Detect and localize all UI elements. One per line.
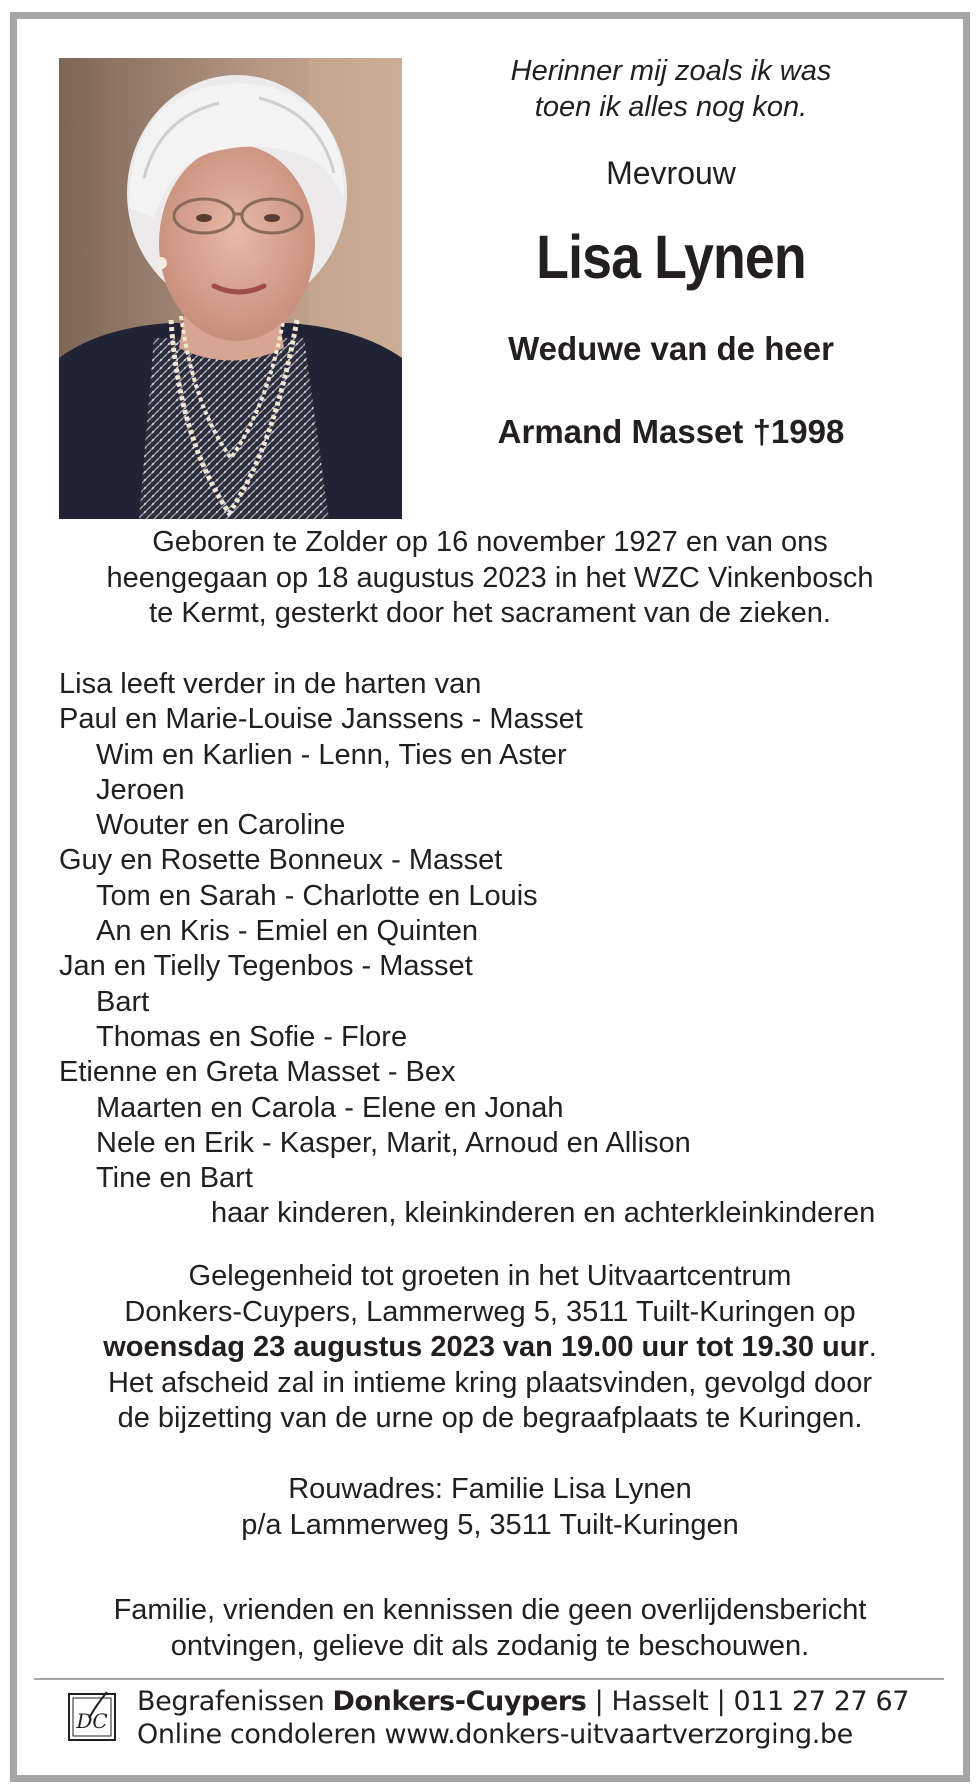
family-member: Jan en Tielly Tegenbos - Masset: [59, 950, 473, 983]
birth-line: Geboren te Zolder op 16 november 1927 en van ons: [152, 526, 828, 558]
portrait-illustration: [59, 58, 402, 519]
visitation-line: de bijzetting van de urne op de begraafplaats te Kuringen.: [117, 1402, 863, 1434]
family-member: Jeroen: [96, 773, 185, 806]
footer-divider: [34, 1678, 944, 1680]
widow-of-label: Weduwe van de heer: [508, 330, 834, 367]
birth-line: te Kermt, gesterkt door het sacrament van de zieken.: [149, 597, 831, 629]
footer-line-company: [137, 1685, 937, 1718]
footer-website-link[interactable]: www.donkers-uitvaartverzorging.be: [384, 1719, 853, 1750]
family-member: Wouter en Caroline: [96, 809, 346, 842]
visitation-date-suffix: .: [868, 1331, 877, 1363]
motto-line: toen ik alles nog kon.: [534, 91, 808, 123]
funeral-home-footer: [137, 1685, 937, 1751]
logo-letters: DC: [76, 1709, 108, 1733]
husband-name: Armand Masset †1998: [497, 413, 845, 450]
funeral-home-logo: [67, 1690, 117, 1742]
family-intro: Lisa leeft verder in de harten van: [59, 668, 482, 700]
memorial-motto: [430, 53, 912, 125]
motto-line: Herinner mij zoals ik was: [510, 55, 832, 87]
family-member: Paul en Marie-Louise Janssens - Masset: [59, 703, 583, 736]
address-line: p/a Lammerweg 5, 3511 Tuilt-Kuringen: [241, 1508, 739, 1541]
footer-online-label: Online condoleren: [137, 1719, 385, 1750]
footer-prefix: Begrafenissen: [137, 1686, 333, 1717]
family-member: Thomas en Sofie - Flore: [96, 1020, 408, 1053]
visitation-line: Het afscheid zal in intieme kring plaatsvinden, gevolgd door: [107, 1366, 873, 1399]
honorific-title: Mevrouw: [606, 155, 736, 191]
address-line: Rouwadres: Familie Lisa Lynen: [288, 1473, 692, 1505]
family-member: Tom en Sarah - Charlotte en Louis: [96, 879, 538, 912]
notice-text: [40, 1593, 940, 1664]
visitation-date-line: [40, 1330, 940, 1366]
family-member: Bart: [96, 985, 150, 1018]
family-member: Nele en Erik - Kasper, Marit, Arnoud en Allison: [96, 1126, 691, 1159]
footer-contact: | Hasselt | 011 27 27 67: [586, 1686, 910, 1717]
visitation-line: Gelegenheid tot groeten in het Uitvaartcentrum: [188, 1260, 792, 1292]
deceased-name: Lisa Lynen: [536, 223, 806, 291]
family-list: [59, 667, 939, 1232]
family-member: Tine en Bart: [96, 1162, 253, 1195]
visitation-line: Donkers-Cuypers, Lammerweg 5, 3511 Tuilt-Kuringen op: [124, 1295, 856, 1328]
portrait-photo: [59, 58, 402, 519]
visitation-info: [40, 1259, 940, 1437]
footer-line-online: [137, 1718, 937, 1751]
footer-company: Donkers-Cuypers: [332, 1686, 587, 1717]
family-member: An en Kris - Emiel en Quinten: [96, 915, 479, 948]
birth-death-info: [40, 525, 940, 632]
family-member: Wim en Karlien - Lenn, Ties en Aster: [96, 738, 567, 771]
notice-line: Familie, vrienden en kennissen die geen overlijdensbericht: [113, 1594, 867, 1626]
mourning-address: [40, 1472, 940, 1543]
family-member: Maarten en Carola - Elene en Jonah: [96, 1091, 564, 1124]
birth-line: heengegaan op 18 augustus 2023 in het WZC Vinkenbosch: [106, 561, 874, 594]
family-member: Etienne en Greta Masset - Bex: [59, 1056, 456, 1089]
family-closing: haar kinderen, kleinkinderen en achterkleinkinderen: [211, 1197, 876, 1230]
visitation-date: woensdag 23 augustus 2023 van 19.00 uur tot 19.30 uur: [103, 1331, 869, 1363]
logo-mark: [67, 1690, 117, 1742]
family-member: Guy en Rosette Bonneux - Masset: [59, 844, 503, 877]
notice-line: ontvingen, gelieve dit als zodanig te beschouwen.: [170, 1629, 810, 1662]
